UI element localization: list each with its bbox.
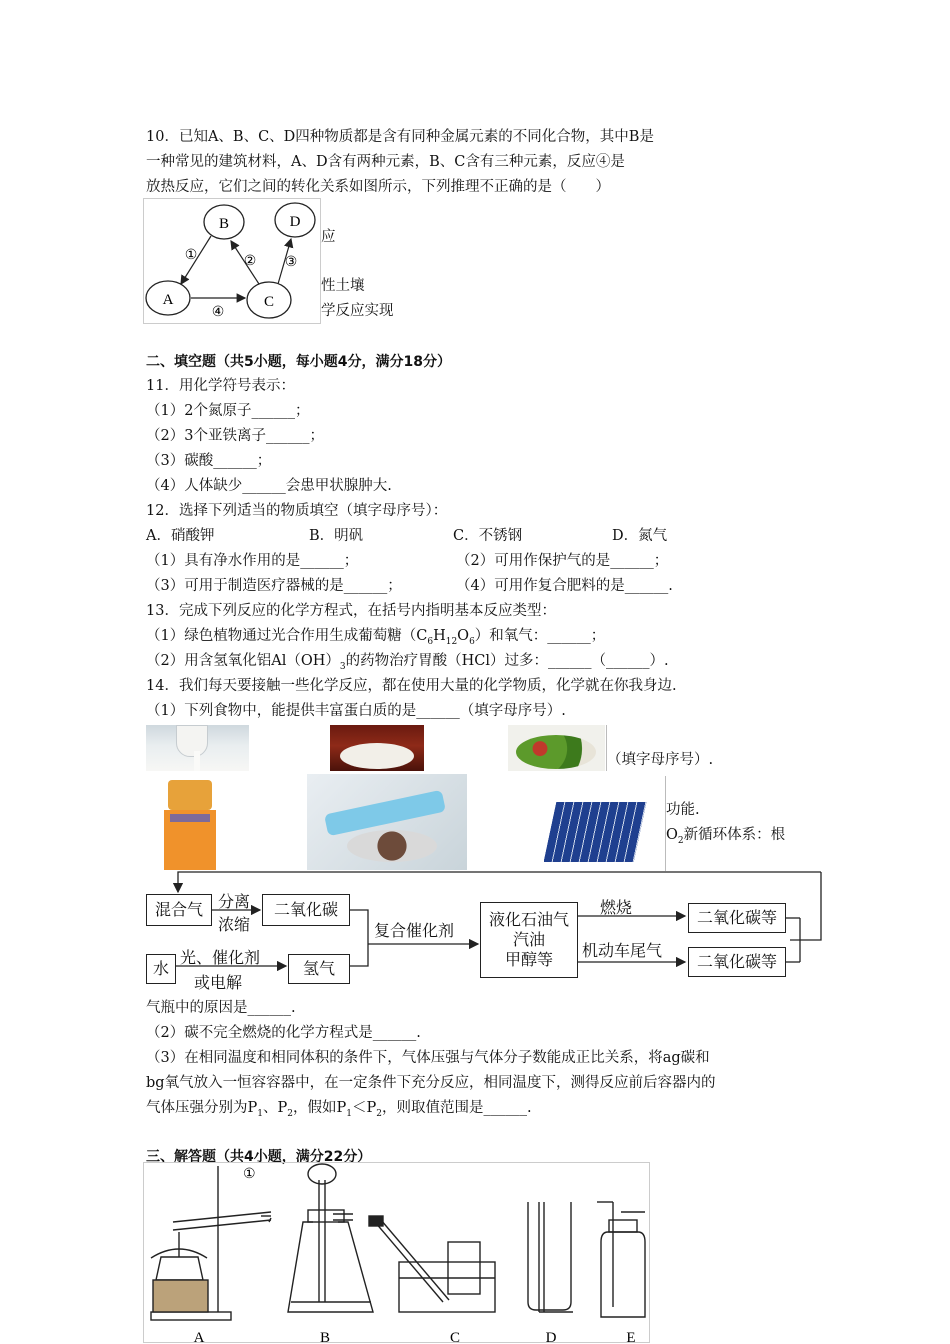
q14-stem: 14．我们每天要接触一些化学反应，都在使用大量的化学物质，化学就在你我身边.	[146, 678, 677, 694]
q13-part-1: （1）绿色植物通过光合作用生成葡萄糖$(C_6H_{12}O_6)$和氧气：______；	[146, 628, 606, 647]
apparatus-e	[597, 1202, 645, 1317]
q13-stem: 13．完成下列反应的化学方程式，在括号内指明基本反应类型：	[146, 603, 556, 619]
section-2-title: 二、填空题（共5小题，每小题4分，满分18分）	[146, 354, 451, 370]
q12-part-4: （4）可用作复合肥料的是______.	[456, 578, 673, 594]
q12-part-2: （2）可用作保护气的是______；	[456, 553, 669, 569]
vegetable-photo	[508, 725, 605, 771]
q14-fragment-3: $O_2$新循环体系：根	[666, 827, 786, 846]
cling-film-photo	[307, 774, 467, 870]
q12-option-b: B．明矾	[309, 528, 364, 544]
apparatus-label-e: E	[626, 1330, 636, 1344]
flow-products	[480, 902, 578, 978]
node-c-label: C	[263, 294, 275, 310]
flow-catalyst-label: 复合催化剂	[374, 921, 455, 940]
q14-part-1: （1）下列食物中，能提供丰富蛋白质的是______（填字母序号）.	[146, 703, 566, 719]
flow-light-catalyst-label: 光、催化剂	[180, 948, 261, 967]
apparatus-label-d: D	[545, 1330, 557, 1344]
q15-part-2: （2）碳不完全燃烧的化学方程式是______.	[146, 1025, 421, 1041]
apparatus-b	[288, 1164, 373, 1312]
q11-part-3: （3）碳酸______；	[146, 453, 272, 469]
q10-fragment-3: 学反应实现	[321, 303, 394, 319]
q13-part-2: （2）用含氢氧化铝$Al(OH)_3$的药物治疗胃酸（HCl）过多：______（______）.	[146, 653, 669, 672]
solar-panel-photo	[544, 796, 648, 870]
reaction-1-label: ①	[184, 247, 198, 263]
q10-line-1: 10．已知A、B、C、D四种物质都是含有同种金属元素的不同化合物，其中B是	[146, 129, 654, 145]
q11-part-4: （4）人体缺少______会患甲状腺肿大.	[146, 478, 392, 494]
q12-part-3: （3）可用于制造医疗器械的是______；	[146, 578, 402, 594]
q15-part-3-line-3: 气体压强分别为$P_1$、$P_2$，假如$P_1<P_2$，则取值范围是______.	[146, 1100, 532, 1119]
q15-line-1: 气瓶中的原因是______.	[146, 1000, 296, 1016]
flow-concentrate-label: 浓缩	[218, 915, 251, 934]
apparatus-c	[369, 1216, 495, 1312]
apparatus-mark-1: ①	[243, 1166, 256, 1182]
reaction-4-label: ④	[211, 304, 225, 320]
reaction-2-label: ②	[243, 253, 257, 269]
q10-fragment-2: 性土壤	[321, 278, 365, 294]
node-d-label: D	[289, 214, 301, 230]
q11-stem: 11．用化学符号表示：	[146, 378, 295, 394]
lab-apparatus-figure	[143, 1162, 651, 1344]
flow-output-1: 二氧化碳等	[688, 903, 786, 933]
q15-part-3-line-1: （3）在相同温度和相同体积的条件下，气体压强与气体分子数能成正比关系，将ag碳和	[146, 1050, 710, 1066]
flow-burn-label: 燃烧	[600, 898, 633, 917]
apparatus-label-c: C	[449, 1330, 461, 1344]
flow-co2: 二氧化碳	[262, 894, 350, 926]
flow-separate-label: 分离	[218, 892, 251, 911]
reaction-3-label: ③	[284, 254, 298, 270]
q10-fragment-1: 应	[321, 229, 336, 245]
q11-part-2: （2）3个亚铁离子______；	[146, 428, 324, 444]
apparatus-label-b: B	[319, 1330, 331, 1344]
flow-product-lpg: 液化石油气	[488, 910, 569, 929]
q12-option-d: D．氮气	[612, 528, 668, 544]
q12-part-1: （1）具有净水作用的是______；	[146, 553, 359, 569]
q12-option-c: C．不锈钢	[453, 528, 523, 544]
apparatus-label-a: A	[193, 1330, 205, 1344]
q14-fragment-2: 功能.	[666, 802, 700, 818]
q14-fragment-1: （填字母序号）.	[607, 752, 714, 768]
flow-water: 水	[146, 954, 176, 984]
apron-photo	[150, 774, 230, 870]
q10-line-3: 放热反应，它们之间的转化关系如图所示，下列推理不正确的是（ ）	[146, 179, 610, 195]
flow-output-2: 二氧化碳等	[688, 947, 786, 977]
rice-photo	[330, 725, 424, 771]
q15-part-3-line-2: bg氧气放入一恒容容器中，在一定条件下充分反应，相同温度下，测得反应前后容器内的	[146, 1075, 716, 1091]
flow-mixed-gas: 混合气	[146, 894, 212, 926]
apparatus-a	[151, 1166, 271, 1320]
q11-part-1: （1）2个氮原子______；	[146, 403, 310, 419]
flow-product-gasoline: 汽油	[512, 930, 545, 949]
q10-line-2: 一种常见的建筑材料，A、D含有两种元素，B、C含有三种元素，反应④是	[146, 154, 625, 170]
node-b-label: B	[218, 216, 230, 232]
flow-electrolysis-label: 或电解	[194, 973, 243, 992]
section-3-title: 三、解答题（共4小题，满分22分）	[146, 1149, 372, 1165]
flow-exhaust-label: 机动车尾气	[582, 941, 663, 960]
apparatus-d	[528, 1202, 573, 1312]
q10-conversion-diagram	[143, 198, 321, 324]
q12-option-a: A．硝酸钾	[146, 528, 215, 544]
flow-hydrogen: 氢气	[288, 954, 350, 984]
milk-photo	[146, 725, 249, 771]
node-a-label: A	[162, 292, 174, 308]
q12-stem: 12．选择下列适当的物质填空（填字母序号）：	[146, 503, 448, 519]
flow-product-methanol: 甲醇等	[504, 950, 553, 969]
